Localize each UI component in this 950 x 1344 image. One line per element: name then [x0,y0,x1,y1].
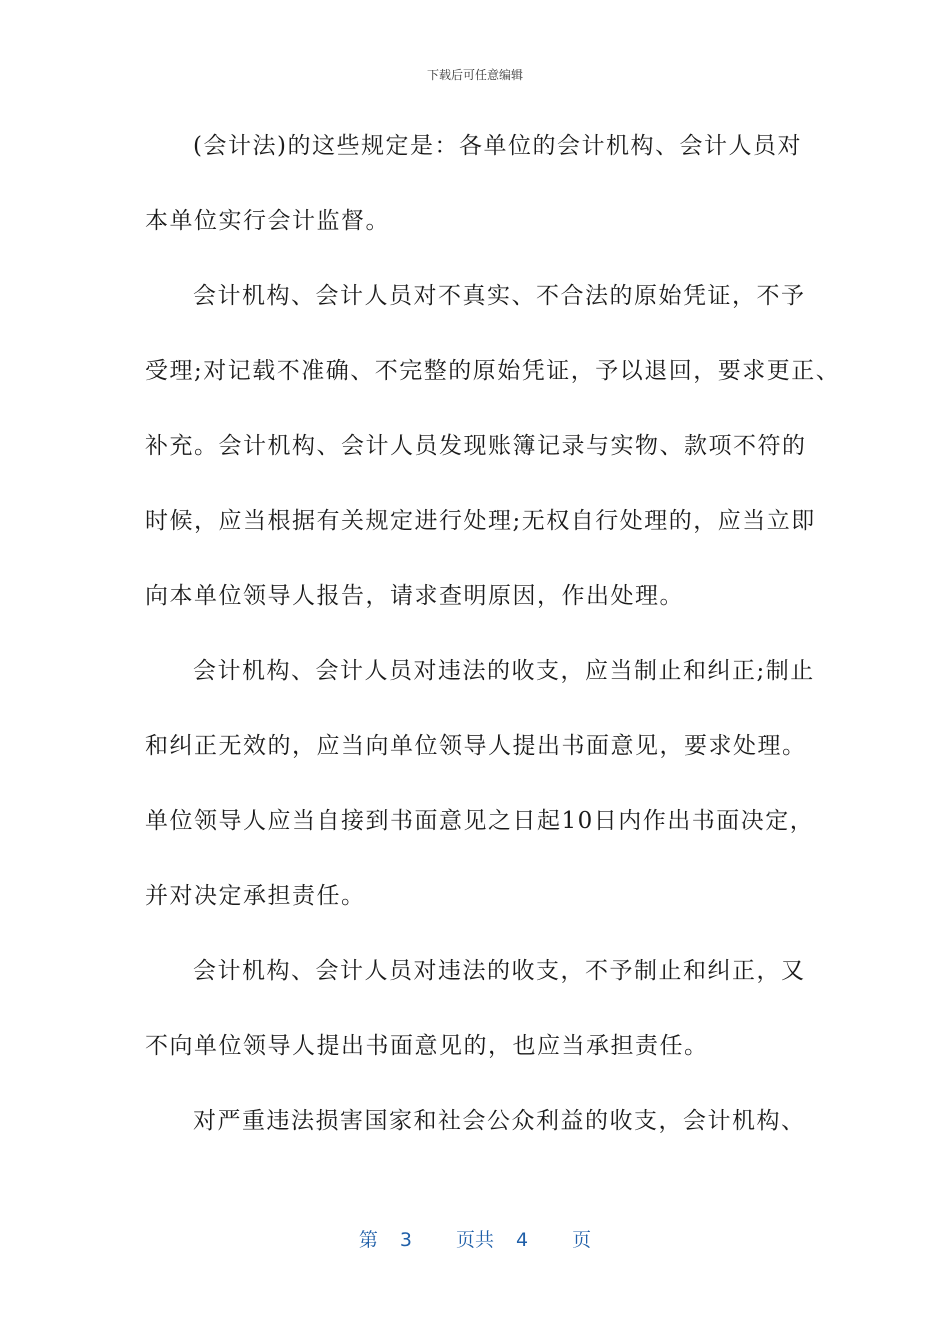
text-line: 会计机构、会计人员对违法的收支，应当制止和纠正;制止 [193,658,815,684]
text-line: 本单位实行会计监督。 [145,208,390,234]
text-line: 不向单位领导人提出书面意见的，也应当承担责任。 [145,1033,709,1059]
current-page-number: 3 [399,1229,412,1251]
text-line: 会计机构、会计人员对违法的收支，不予制止和纠正，又 [193,958,806,984]
text-line: 受理;对记载不准确、不完整的原始凭证，予以退回，要求更正、 [145,358,841,384]
text-line: 向本单位领导人报告，请求查明原因，作出处理。 [145,583,684,609]
text-line: 和纠正无效的，应当向单位领导人提出书面意见，要求处理。 [145,733,807,759]
total-page-number: 4 [516,1229,529,1251]
footer-suffix: 页 [572,1229,592,1251]
footer-prefix: 第 [358,1229,378,1251]
page-header: 下载后可任意编辑 [426,68,523,82]
text-line: (会计法)的这些规定是：各单位的会计机构、会计人员对 [193,133,802,159]
text-line: 单位领导人应当自接到书面意见之日起10日内作出书面决定， [145,808,815,834]
text-line: 补充。会计机构、会计人员发现账簿记录与实物、款项不符的 [145,433,807,459]
text-line: 时候，应当根据有关规定进行处理;无权自行处理的，应当立即 [145,508,816,534]
footer-middle: 页共 [455,1229,494,1251]
text-line: 对严重违法损害国家和社会公众利益的收支，会计机构、 [193,1108,806,1134]
text-line: 会计机构、会计人员对不真实、不合法的原始凭证，不予 [193,283,806,309]
text-line: 并对决定承担责任。 [145,883,366,909]
page-number-footer [0,1225,950,1252]
